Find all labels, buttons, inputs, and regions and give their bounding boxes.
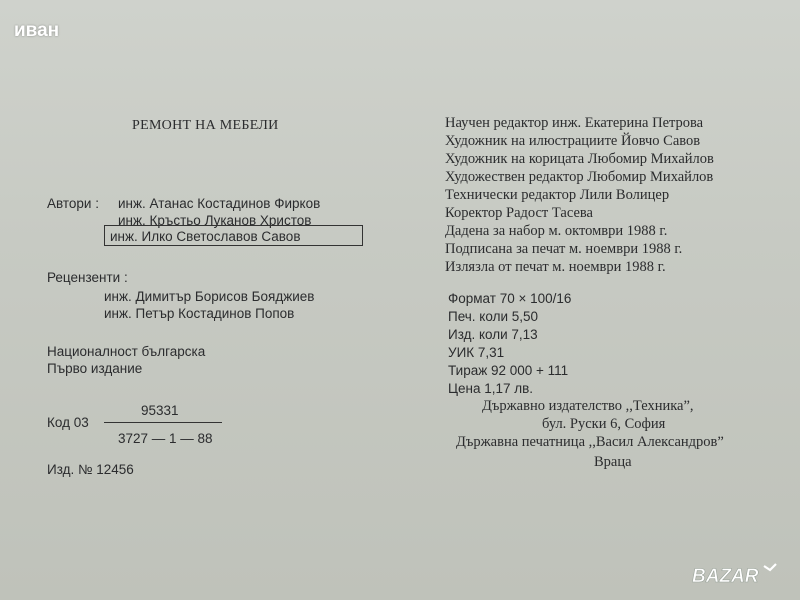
book-title: РЕМОНТ НА МЕБЕЛИ: [132, 118, 279, 133]
price: Цена 1,17 лв.: [448, 381, 534, 396]
typeset-date: Дадена за набор м. октомври 1988 г.: [445, 223, 668, 239]
printing-house: Държавна печатница ,,Васил Александров”: [456, 434, 724, 450]
code-numerator: 95331: [141, 403, 179, 418]
reviewer-1: инж. Димитър Борисов Бояджиев: [104, 289, 315, 304]
printing-city: Враца: [594, 454, 632, 470]
edition: Първо издание: [47, 361, 143, 376]
author-3: инж. Илко Светославов Савов: [110, 229, 301, 244]
bazar-logo: [690, 558, 790, 590]
print-run: Тираж 92 000 + 111: [448, 363, 569, 378]
publisher: Държавно издателство ,,Техника”,: [482, 398, 694, 414]
publishing-sheets: Изд. коли 7,13: [448, 327, 538, 342]
reviewer-2: инж. Петър Костадинов Попов: [104, 306, 295, 321]
code-denominator: 3727 — 1 — 88: [118, 431, 213, 446]
proofreader: Коректор Радост Тасева: [445, 205, 593, 221]
publication-number: Изд. № 12456: [47, 462, 134, 477]
nationality: Националност българска: [47, 344, 206, 359]
uik: УИК 7,31: [448, 345, 505, 360]
illustrations-artist: Художник на илюстрациите Йовчо Савов: [445, 133, 701, 149]
code-label: Код 03: [47, 415, 89, 430]
art-editor: Художествен редактор Любомир Михайлов: [445, 169, 714, 185]
format: Формат 70 × 100/16: [448, 291, 572, 306]
code-fraction-line: [104, 422, 222, 423]
signed-date: Подписана за печат м. ноември 1988 г.: [445, 241, 683, 257]
author-1: инж. Атанас Костадинов Фирков: [118, 196, 321, 211]
svg-text:BAZAR: BAZAR: [692, 566, 759, 587]
printed-date: Излязла от печат м. ноември 1988 г.: [445, 259, 666, 275]
cover-artist: Художник на корицата Любомир Михайлов: [445, 151, 714, 167]
scientific-editor: Научен редактор инж. Екатерина Петрова: [445, 115, 704, 131]
print-sheets: Печ. коли 5,50: [448, 309, 539, 324]
author-2: инж. Кръстьо Луканов Христов: [118, 213, 312, 228]
publisher-address: бул. Руски 6, София: [542, 416, 666, 432]
watermark-username: иван: [14, 20, 60, 41]
reviewers-label: Рецензенти :: [47, 270, 128, 285]
authors-label: Автори :: [47, 196, 99, 211]
technical-editor: Технически редактор Лили Волицер: [445, 187, 670, 203]
